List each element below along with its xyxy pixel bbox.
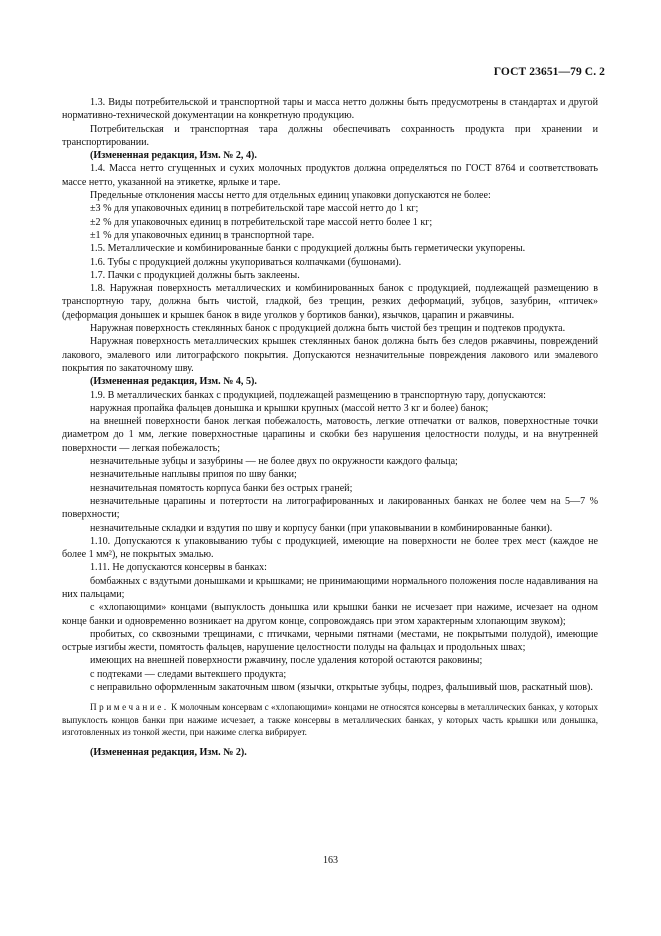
page-header: ГОСТ 23651—79 С. 2 — [493, 66, 605, 78]
paragraph: 1.4. Масса нетто сгущенных и сухих молочных продуктов должна определяться по ГОСТ 8764 и соответствовать массе нетто, указанной на этикетке, ярлыке и таре. — [62, 163, 598, 188]
paragraph: ±2 % для упаковочных единиц в потребительской таре массой нетто более 1 кг; — [90, 216, 433, 228]
paragraph: пробитых, со сквозными трещинами, с птичками, черными пятнами (местами, не покрытыми полудой), имеющие острые изгибы жести, помятость фальцев, нарушение целостности полуды на фальцах и продольных швах; — [62, 628, 598, 654]
note-paragraph — [62, 701, 598, 738]
paragraph: незначительная помятость корпуса банки без острых граней; — [90, 482, 353, 494]
paragraph: ±3 % для упаковочных единиц в потребительской таре массой нетто до 1 кг; — [90, 203, 419, 215]
paragraph-list — [62, 96, 598, 694]
paragraph: 1.10. Допускаются к упаковыванию тубы с продукцией, имеющие на поверхности не более трех мест (каждое не более 1 мм²), не покрытых эмалью. — [62, 535, 598, 561]
paragraph: 1.7. Пачки с продукцией должны быть заклеены. — [90, 269, 300, 281]
paragraph: Наружная поверхность стеклянных банок с продукцией должна быть чистой без трещин и подтеков продукта. — [90, 323, 566, 335]
paragraph: 1.9. В металлических банках с продукцией, подлежащей размещению в транспортную тару, допускаются: — [90, 389, 546, 401]
paragraph: ±1 % для упаковочных единиц в транспортной таре. — [90, 229, 315, 241]
document-body — [62, 96, 598, 759]
closing-amendment: (Измененная редакция, Изм. № 2). — [90, 746, 247, 758]
paragraph: Потребительская и транспортная тара должны обеспечивать сохранность продукта при хранении и транспортировании. — [62, 123, 598, 148]
paragraph: с неправильно оформленным закаточным швом (язычки, открытые зубцы, подрез, фальшивый шов, раскатный шов). — [90, 682, 593, 694]
amendment-note: (Измененная редакция, Изм. № 4, 5). — [90, 376, 257, 388]
paragraph: на внешней поверхности банок легкая побежалость, матовость, легкие отпечатки от валков, поверхностные точки диаметром до 1 мм, легкие поверхностные царапины и скобки без нарушения целостности полуды, и на внутренней поверхности — легкая побежалость; — [62, 416, 598, 454]
paragraph: незначительные наплывы припоя по шву банки; — [90, 469, 297, 481]
paragraph: наружная пропайка фальцев донышка и крышки крупных (массой нетто 3 кг и более) банок; — [90, 402, 489, 414]
paragraph: 1.6. Тубы с продукцией должны укупориваться колпачками (бушонами). — [90, 256, 402, 268]
paragraph: с «хлопающими» концами (выпуклость донышка или крышки банки не исчезает при нажиме, исчезает на одном конце банки и одновременно возникает на другом конце, сопровождаясь при этом характерным хлопающим звуком); — [62, 602, 598, 627]
paragraph: Предельные отклонения массы нетто для отдельных единиц упаковки допускаются не более: — [90, 190, 491, 202]
note-label: Примечание. — [90, 702, 169, 713]
note-text: К молочным консервам с «хлопающими» концами не относятся консервы в металлических банках, у которых выпуклость концов банки при нажиме исчезает, а также консервы в металлических банках, у которых часть крышки или донышка, изготовленных из тонкой жести, при нажиме слегка вибрирует. — [62, 702, 598, 738]
paragraph: 1.11. Не допускаются консервы в банках: — [90, 562, 267, 574]
paragraph: имеющих на внешней поверхности ржавчину, после удаления которой остаются раковины; — [90, 655, 483, 667]
paragraph: с подтеками — следами вытекшего продукта; — [90, 668, 287, 680]
paragraph: 1.8. Наружная поверхность металлических и комбинированных банок с продукцией, подлежащей размещению в транспортную тару, должна быть чистой, гладкой, без трещин, резких деформаций, зубцов, зазубрин, «птичек» (деформация донышек и крышек банок в виде уголков у бортиков банки), язычков, царапин и ржавчины. — [62, 283, 598, 321]
paragraph: 1.3. Виды потребительской и транспортной тары и масса нетто должны быть предусмотрены в стандартах и другой нормативно-технической документации на конкретную продукцию. — [62, 97, 598, 122]
paragraph: незначительные зубцы и зазубрины — не более двух по окружности каждого фальца; — [90, 456, 458, 468]
amendment-note: (Измененная редакция, Изм. № 2, 4). — [90, 150, 257, 162]
paragraph: незначительные складки и вздутия по шву и корпусу банки (при упаковывании в комбинированные банки). — [90, 522, 553, 534]
paragraph: бомбажных с вздутыми донышками и крышками; не принимающими нормального положения после надавливания на них пальцами; — [62, 575, 598, 600]
page-number: 163 — [323, 855, 338, 866]
paragraph: незначительные царапины и потертости на литографированных и лакированных банках не более чем на 5—7 % поверхности; — [62, 495, 598, 521]
paragraph: Наружная поверхность металлических крышек стеклянных банок должна быть без следов ржавчины, повреждений лакового, эмалевого или литографского покрытия. Допускаются незначительные повреждения лакового или эмалевого покрытия по закаточному шву. — [62, 336, 598, 374]
paragraph: 1.5. Металлические и комбинированные банки с продукцией должны быть герметически укупорены. — [90, 243, 526, 255]
